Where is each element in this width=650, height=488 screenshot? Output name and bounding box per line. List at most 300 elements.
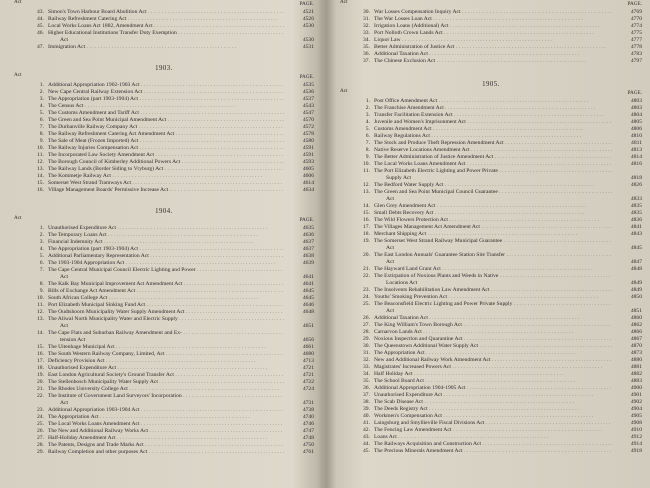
- book-gutter: [318, 0, 336, 488]
- act-entry: [340, 252, 642, 259]
- act-title: The Cape Flats and Suburban Railway Amendment and Ex- . . .: [48, 330, 284, 337]
- act-page-number: 4835: [630, 203, 642, 209]
- year-heading: 1903.: [155, 65, 173, 72]
- act-entry-continuation: [340, 308, 642, 315]
- act-title: Customs Amendment Act . . .: [374, 126, 612, 133]
- act-entry: [14, 103, 314, 110]
- act-number: 32.: [363, 23, 370, 29]
- act-number: 5.: [39, 110, 44, 116]
- act-page-number: 4645: [302, 295, 314, 301]
- act-number: 11.: [363, 168, 370, 174]
- act-page-number: 4778: [630, 44, 642, 50]
- act-number: 6.: [39, 260, 44, 266]
- act-entry: [14, 344, 314, 351]
- act-page-number: 4847: [630, 259, 642, 265]
- act-title: The Precious Minerals Amendment Act . . .: [374, 448, 612, 455]
- act-number: 4.: [39, 103, 44, 109]
- act-entry: [340, 58, 642, 65]
- right-page: [340, 0, 642, 488]
- act-title: Port Elizabeth Municipal Sinking Fund Act . . .: [48, 302, 284, 309]
- act-title: Railway Refreshment Catering Act . . .: [48, 16, 284, 23]
- act-number: 37.: [363, 392, 370, 398]
- act-title: The Kalk Bay Municipal Improvement Act Amendment Act . . .: [48, 281, 284, 288]
- act-number: 19.: [37, 372, 44, 378]
- act-number: 14.: [37, 330, 44, 336]
- act-number: 37.: [363, 58, 370, 64]
- act-title: Act: [386, 196, 395, 202]
- act-entry: [340, 30, 642, 37]
- act-number: 35.: [363, 378, 370, 384]
- act-title: The Green and Sea Point Municipal Council Guarantee . . .: [374, 189, 612, 196]
- act-title: The Better Administration of Justice Amendment Act . . .: [374, 154, 612, 161]
- act-title: The Chinese Exclusion Act . . .: [374, 58, 612, 65]
- act-page-number: 4850: [630, 294, 642, 300]
- act-entry: [340, 301, 642, 308]
- act-entry: [340, 203, 642, 210]
- act-title: The Beaconsfield Electric Lighting and Power Private Supply . . .: [374, 301, 612, 308]
- section-gap: [14, 194, 314, 208]
- act-entry: [14, 281, 314, 288]
- act-entry: [14, 225, 314, 232]
- act-number: 26.: [37, 428, 44, 434]
- act-page-number: 4818: [630, 175, 642, 181]
- act-number: 34.: [363, 371, 370, 377]
- act-title: The Wild Flowers Protection Act . . .: [374, 217, 612, 224]
- act-page-number: 4851: [630, 308, 642, 314]
- act-number: 16.: [37, 351, 44, 357]
- act-entry: [14, 393, 314, 400]
- act-page-number: 4535: [302, 82, 314, 88]
- act-title: The Railway Injuries Compensation Act . . .: [48, 145, 284, 152]
- act-entry: [340, 350, 642, 357]
- act-entry: [340, 413, 642, 420]
- act-number: 9.: [365, 154, 370, 160]
- column-header: [340, 89, 642, 98]
- act-title: The School Board Act . . .: [374, 378, 612, 385]
- act-page-number: 4774: [630, 23, 642, 29]
- act-entry-continuation: [340, 280, 642, 287]
- act-entry: [340, 322, 642, 329]
- act-number: 44.: [37, 16, 44, 22]
- act-page-number: 4873: [630, 350, 642, 356]
- act-entry: [340, 44, 642, 51]
- act-page-number: 4835: [630, 210, 642, 216]
- act-entry: [14, 159, 314, 166]
- act-title: The Institute of Government Land Surveyors' Incorporation . . .: [48, 393, 284, 400]
- act-page-number: 4845: [630, 245, 642, 251]
- act-number: 22.: [37, 393, 44, 399]
- act-title: Additional Parliamentary Representation Act . . .: [48, 253, 284, 260]
- act-entry: [14, 302, 314, 309]
- act-entry: [14, 30, 314, 37]
- act-number: 2.: [39, 89, 44, 95]
- act-section: [14, 208, 314, 456]
- act-title: The Extirpation of Noxious Plants and Weeds in Native . . .: [374, 273, 612, 280]
- act-entry-continuation: [14, 37, 314, 44]
- act-entry: [340, 231, 642, 238]
- act-title: The Stock and Produce Theft Repression Amendment Act . . .: [374, 140, 612, 147]
- act-title: Act: [60, 37, 69, 43]
- act-page-number: 4908: [630, 420, 642, 426]
- act-entry: [340, 133, 642, 140]
- act-page-number: 4805: [630, 119, 642, 125]
- act-entry: [340, 16, 642, 23]
- act-number: 1.: [365, 98, 370, 104]
- page-column-label: PAGE.: [299, 217, 314, 223]
- act-number: 3.: [39, 96, 44, 102]
- act-entry-continuation: [340, 259, 642, 266]
- act-section: [340, 81, 642, 455]
- act-title: Half-Holiday Amendment Act . . .: [48, 435, 284, 442]
- act-title: Bills of Exchange Act Amendment Act . . .: [48, 288, 284, 295]
- act-entry: [14, 260, 314, 267]
- act-number: 33.: [363, 30, 370, 36]
- act-title: Native Reserve Locations Amendment Act . . .: [374, 147, 612, 154]
- act-section: [14, 0, 314, 51]
- act-section: [340, 0, 642, 65]
- act-page-number: 4713: [302, 358, 314, 364]
- act-title: The Patents, Designs and Trade Marks Act . . .: [48, 442, 284, 449]
- act-title: Railway Completion and other purposes Act . . .: [48, 449, 284, 456]
- act-entry: [14, 330, 314, 337]
- act-section: [14, 65, 314, 194]
- act-entry: [340, 392, 642, 399]
- act-page-number: 4747: [302, 428, 314, 434]
- act-title: The Railway Lands (Border Siding to Vryburg) Act . . .: [48, 166, 284, 173]
- act-page-number: 4740: [302, 414, 314, 420]
- act-number: 31.: [363, 16, 370, 22]
- act-number: 20.: [363, 252, 370, 258]
- act-title: Higher Educational Institutions Transfer Duty Exemption . . .: [48, 30, 284, 37]
- act-title: The East London Annuals' Guarantee Station Site Transfer . . .: [374, 252, 612, 259]
- act-number: 12.: [37, 159, 44, 165]
- act-number: 17.: [363, 224, 370, 230]
- act-title: New Cape Central Railway Extension Act . . .: [48, 89, 284, 96]
- act-page-number: 4761: [302, 449, 314, 455]
- act-entry: [14, 449, 314, 456]
- act-page-number: 4860: [630, 315, 642, 321]
- act-entry: [14, 124, 314, 131]
- act-page-number: 4843: [630, 231, 642, 237]
- act-title: The Appropriation Act . . .: [374, 350, 612, 357]
- act-page-number: 4570: [302, 117, 314, 123]
- act-entry-continuation: [14, 337, 314, 344]
- act-title: Additional Appropriation 1903-1904 Act . . .: [48, 407, 284, 414]
- act-title: Post Office Amendment Act . . .: [374, 98, 612, 105]
- act-page-number: 4833: [630, 196, 642, 202]
- act-entry-continuation: [340, 245, 642, 252]
- act-title: Railway Regulations Act . . .: [374, 133, 612, 140]
- act-page-number: 4591: [302, 152, 314, 158]
- act-page-number: 4645: [302, 288, 314, 294]
- act-page-number: 4769: [630, 9, 642, 15]
- act-number: 28.: [363, 329, 370, 335]
- act-entry: [14, 386, 314, 393]
- act-page-number: 4646: [302, 302, 314, 308]
- act-number: 6.: [365, 133, 370, 139]
- act-page-number: 4635: [302, 225, 314, 231]
- act-title: Additional Taxation Act . . .: [374, 51, 612, 58]
- act-page-number: 4746: [302, 421, 314, 427]
- act-title: The Durbanville Railway Company Act . . .: [48, 124, 284, 131]
- act-entry: [340, 168, 642, 175]
- section-gap: [14, 51, 314, 65]
- act-number: 21.: [363, 266, 370, 272]
- act-number: 10.: [37, 145, 44, 151]
- act-number: 12.: [37, 309, 44, 315]
- act-title: The Customs Amendment and Tariff Act . . .: [48, 110, 284, 117]
- act-page-number: 4750: [302, 442, 314, 448]
- act-entry: [340, 343, 642, 350]
- act-entry: [14, 428, 314, 435]
- act-title: Juvenile and Women's Imprisonment Act . . .: [374, 119, 612, 126]
- act-entry: [14, 145, 314, 152]
- act-entry: [340, 329, 642, 336]
- act-entry-continuation: [340, 196, 642, 203]
- act-title: The Temporary Loans Act . . .: [48, 232, 284, 239]
- act-page-number: 4634: [302, 187, 314, 193]
- act-entry: [340, 210, 642, 217]
- act-title: Act: [60, 400, 69, 406]
- act-title: South African College Act . . .: [48, 295, 284, 302]
- act-entry: [14, 442, 314, 449]
- act-page-number: 4531: [302, 44, 314, 50]
- act-entry: [14, 379, 314, 386]
- act-title: Laingsburg and Smyllieville Fiscal Divisions Act . . .: [374, 420, 612, 427]
- act-title: The Stellenbosch Municipality Water Supply Act . . .: [48, 379, 284, 386]
- act-entry: [14, 246, 314, 253]
- act-title: The Port Elizabeth Electric Lighting and Power Private . . .: [374, 168, 612, 175]
- act-page-number: 4680: [302, 351, 314, 357]
- act-entry: [340, 399, 642, 406]
- act-entry: [340, 448, 642, 455]
- act-number: 11.: [37, 302, 44, 308]
- act-entry-continuation: [14, 323, 314, 330]
- act-page-number: 4901: [630, 392, 642, 398]
- page-column-label: PAGE.: [627, 1, 642, 7]
- act-number: 3.: [39, 239, 44, 245]
- act-page-number: 4721: [302, 365, 314, 371]
- page-column-label: PAGE.: [299, 1, 314, 7]
- act-page-number: 4547: [302, 110, 314, 116]
- act-entry: [14, 152, 314, 159]
- act-title: Port Nolloth Crown Lands Act . . .: [374, 30, 612, 37]
- act-title: Better Administration of Justice Act . . .: [374, 44, 612, 51]
- act-title: The Local Works Loans Amendment Act . . .: [374, 161, 612, 168]
- act-number: 13.: [37, 316, 44, 322]
- act-number: 24.: [363, 294, 370, 300]
- act-title: The King William's Town Borough Act . . .: [374, 322, 612, 329]
- act-entry: [14, 309, 314, 316]
- act-title: Village Management Boards' Permissive Increase Act . . .: [48, 187, 284, 194]
- act-title: The Aliwal North Municipality Water and Electric Supply . . .: [48, 316, 284, 323]
- act-page-number: 4806: [630, 126, 642, 132]
- act-number: 11.: [37, 152, 44, 158]
- act-page-number: 4572: [302, 124, 314, 130]
- act-number: 21.: [37, 386, 44, 392]
- act-title: Transfer Facilitation Extension Act . . .: [374, 112, 612, 119]
- act-number: 33.: [363, 364, 370, 370]
- act-number: 39.: [363, 406, 370, 412]
- act-number: 8.: [39, 131, 44, 137]
- act-number: 41.: [363, 420, 370, 426]
- act-page-number: 4537: [302, 96, 314, 102]
- act-entry: [14, 407, 314, 414]
- act-title: The Railway Refreshment Catering Act Amendment Act . . .: [48, 131, 284, 138]
- act-entry: [340, 378, 642, 385]
- act-page-number: 4803: [630, 98, 642, 104]
- act-title: The War Losses Loan Act . . .: [374, 16, 612, 23]
- act-number: 7.: [365, 140, 370, 146]
- act-entry: [340, 385, 642, 392]
- act-entry: [340, 315, 642, 322]
- act-number: 25.: [363, 301, 370, 307]
- act-title: The Oudtshoorn Municipality Water Supply Amendment Act . . .: [48, 309, 284, 316]
- act-page-number: 4910: [630, 427, 642, 433]
- act-number: 14.: [37, 173, 44, 179]
- act-entry: [14, 365, 314, 372]
- act-entry: [340, 238, 642, 245]
- act-page-number: 4606: [302, 173, 314, 179]
- act-title: The Kommetje Railway Act . . .: [48, 173, 284, 180]
- act-entry: [14, 180, 314, 187]
- act-page-number: 4880: [630, 357, 642, 363]
- act-column-label: Act: [14, 72, 22, 78]
- act-page-number: 4536: [302, 89, 314, 95]
- act-number: 13.: [363, 189, 370, 195]
- act-number: 10.: [363, 161, 370, 167]
- act-entry: [14, 23, 314, 30]
- act-title: The Green and Sea Point Municipal Amendment Act . . .: [48, 117, 284, 124]
- act-entry: [340, 420, 642, 427]
- act-page-number: 4882: [630, 371, 642, 377]
- act-entry: [340, 364, 642, 371]
- act-entry: [340, 182, 642, 189]
- act-title: Noxious Inspection and Quarantine Act . . .: [374, 336, 612, 343]
- act-number: 31.: [363, 350, 370, 356]
- act-number: 7.: [39, 267, 44, 273]
- act-title: Act: [386, 259, 395, 265]
- act-page-number: 4902: [630, 399, 642, 405]
- act-page-number: 4870: [630, 343, 642, 349]
- act-number: 42.: [363, 427, 370, 433]
- act-entry: [14, 435, 314, 442]
- act-title: The Incorporated Law Society Amendment Act . . .: [48, 152, 284, 159]
- act-title: tension Act: [60, 337, 86, 343]
- act-title: New and Additional Railway Work Amendment Act . . .: [374, 357, 612, 364]
- act-title: Act: [60, 274, 69, 280]
- act-title: The Appropriation (part 1903-1904) Act . . .: [48, 246, 284, 253]
- act-page-number: 4648: [302, 309, 314, 315]
- act-entry: [14, 295, 314, 302]
- act-entry: [340, 51, 642, 58]
- act-page-number: 4656: [302, 337, 314, 343]
- act-page-number: 4530: [302, 23, 314, 29]
- act-number: 1.: [39, 225, 44, 231]
- act-page-number: 4867: [630, 336, 642, 342]
- act-number: 18.: [37, 365, 44, 371]
- act-entry: [14, 9, 314, 16]
- act-page-number: 4914: [630, 441, 642, 447]
- act-number: 12.: [363, 182, 370, 188]
- act-title: Unauthorised Expenditure Act . . .: [48, 365, 284, 372]
- act-title: The Rhodes University College Act . . .: [48, 386, 284, 393]
- act-entry: [340, 140, 642, 147]
- act-page-number: 4637: [302, 246, 314, 252]
- act-number: 25.: [37, 421, 44, 427]
- act-title: Workmen's Compensation Act . . .: [374, 413, 612, 420]
- act-page-number: 4883: [630, 378, 642, 384]
- act-title: Additional Appropriation 1904-1905 Act . . .: [374, 385, 612, 392]
- year-heading: 1904.: [155, 208, 173, 215]
- act-entry: [14, 316, 314, 323]
- act-page-number: 4722: [302, 379, 314, 385]
- act-number: 26.: [363, 315, 370, 321]
- act-page-number: 4521: [302, 9, 314, 15]
- act-entry: [340, 371, 642, 378]
- act-title: The Hayward Land Grant Act . . .: [374, 266, 612, 273]
- act-page-number: 4836: [630, 217, 642, 223]
- act-page-number: 4641: [302, 274, 314, 280]
- act-number: 8.: [39, 281, 44, 287]
- act-title: East London Agricultural Society's Ground Transfer Act . . .: [48, 372, 284, 379]
- act-title: The Queenstown Additional Water Supply Act . . .: [374, 343, 612, 350]
- act-entry: [340, 224, 642, 231]
- act-page-number: 4724: [302, 386, 314, 392]
- act-title: The Bedford Water Supply Act . . .: [374, 182, 612, 189]
- act-entry: [14, 372, 314, 379]
- act-entry-continuation: [14, 274, 314, 281]
- column-header: [340, 0, 642, 9]
- act-page-number: 4866: [630, 329, 642, 335]
- act-title: Deficiency Provision Act . . .: [48, 358, 284, 365]
- page-column-label: PAGE.: [627, 90, 642, 96]
- act-page-number: 4651: [302, 323, 314, 329]
- act-number: 19.: [363, 238, 370, 244]
- act-entry: [14, 117, 314, 124]
- act-page-number: 4641: [302, 281, 314, 287]
- act-page-number: 4578: [302, 131, 314, 137]
- act-title: The Franchise Amendment Act . . .: [374, 105, 612, 112]
- act-page-number: 4803: [630, 105, 642, 111]
- act-page-number: 4813: [630, 147, 642, 153]
- act-page-number: 4841: [630, 224, 642, 230]
- act-number: 40.: [363, 413, 370, 419]
- act-number: 36.: [363, 51, 370, 57]
- act-page-number: 4783: [630, 51, 642, 57]
- act-number: 10.: [37, 295, 44, 301]
- act-number: 29.: [363, 336, 370, 342]
- act-page-number: 4580: [302, 138, 314, 144]
- act-page-number: 4543: [302, 103, 314, 109]
- act-entry: [14, 110, 314, 117]
- act-title: The South Western Railway Company, Limited, Act . . .: [48, 351, 284, 358]
- act-number: 43.: [37, 9, 44, 15]
- act-page-number: 4777: [630, 37, 642, 43]
- act-page-number: 4605: [302, 166, 314, 172]
- act-title: The Fencing Law Amendment Act . . .: [374, 427, 612, 434]
- act-page-number: 4770: [630, 16, 642, 22]
- act-title: Loans Act . . .: [374, 434, 612, 441]
- act-number: 43.: [363, 434, 370, 440]
- act-entry: [14, 16, 314, 23]
- act-number: 23.: [363, 287, 370, 293]
- act-column-label: Act: [14, 215, 22, 221]
- act-title: The Sale of Meat (Frozen Imported) Act . . .: [48, 138, 284, 145]
- act-title: Unauthorised Expenditure Act . . .: [374, 392, 612, 399]
- act-page-number: 4918: [630, 448, 642, 454]
- year-heading: 1905.: [482, 81, 500, 88]
